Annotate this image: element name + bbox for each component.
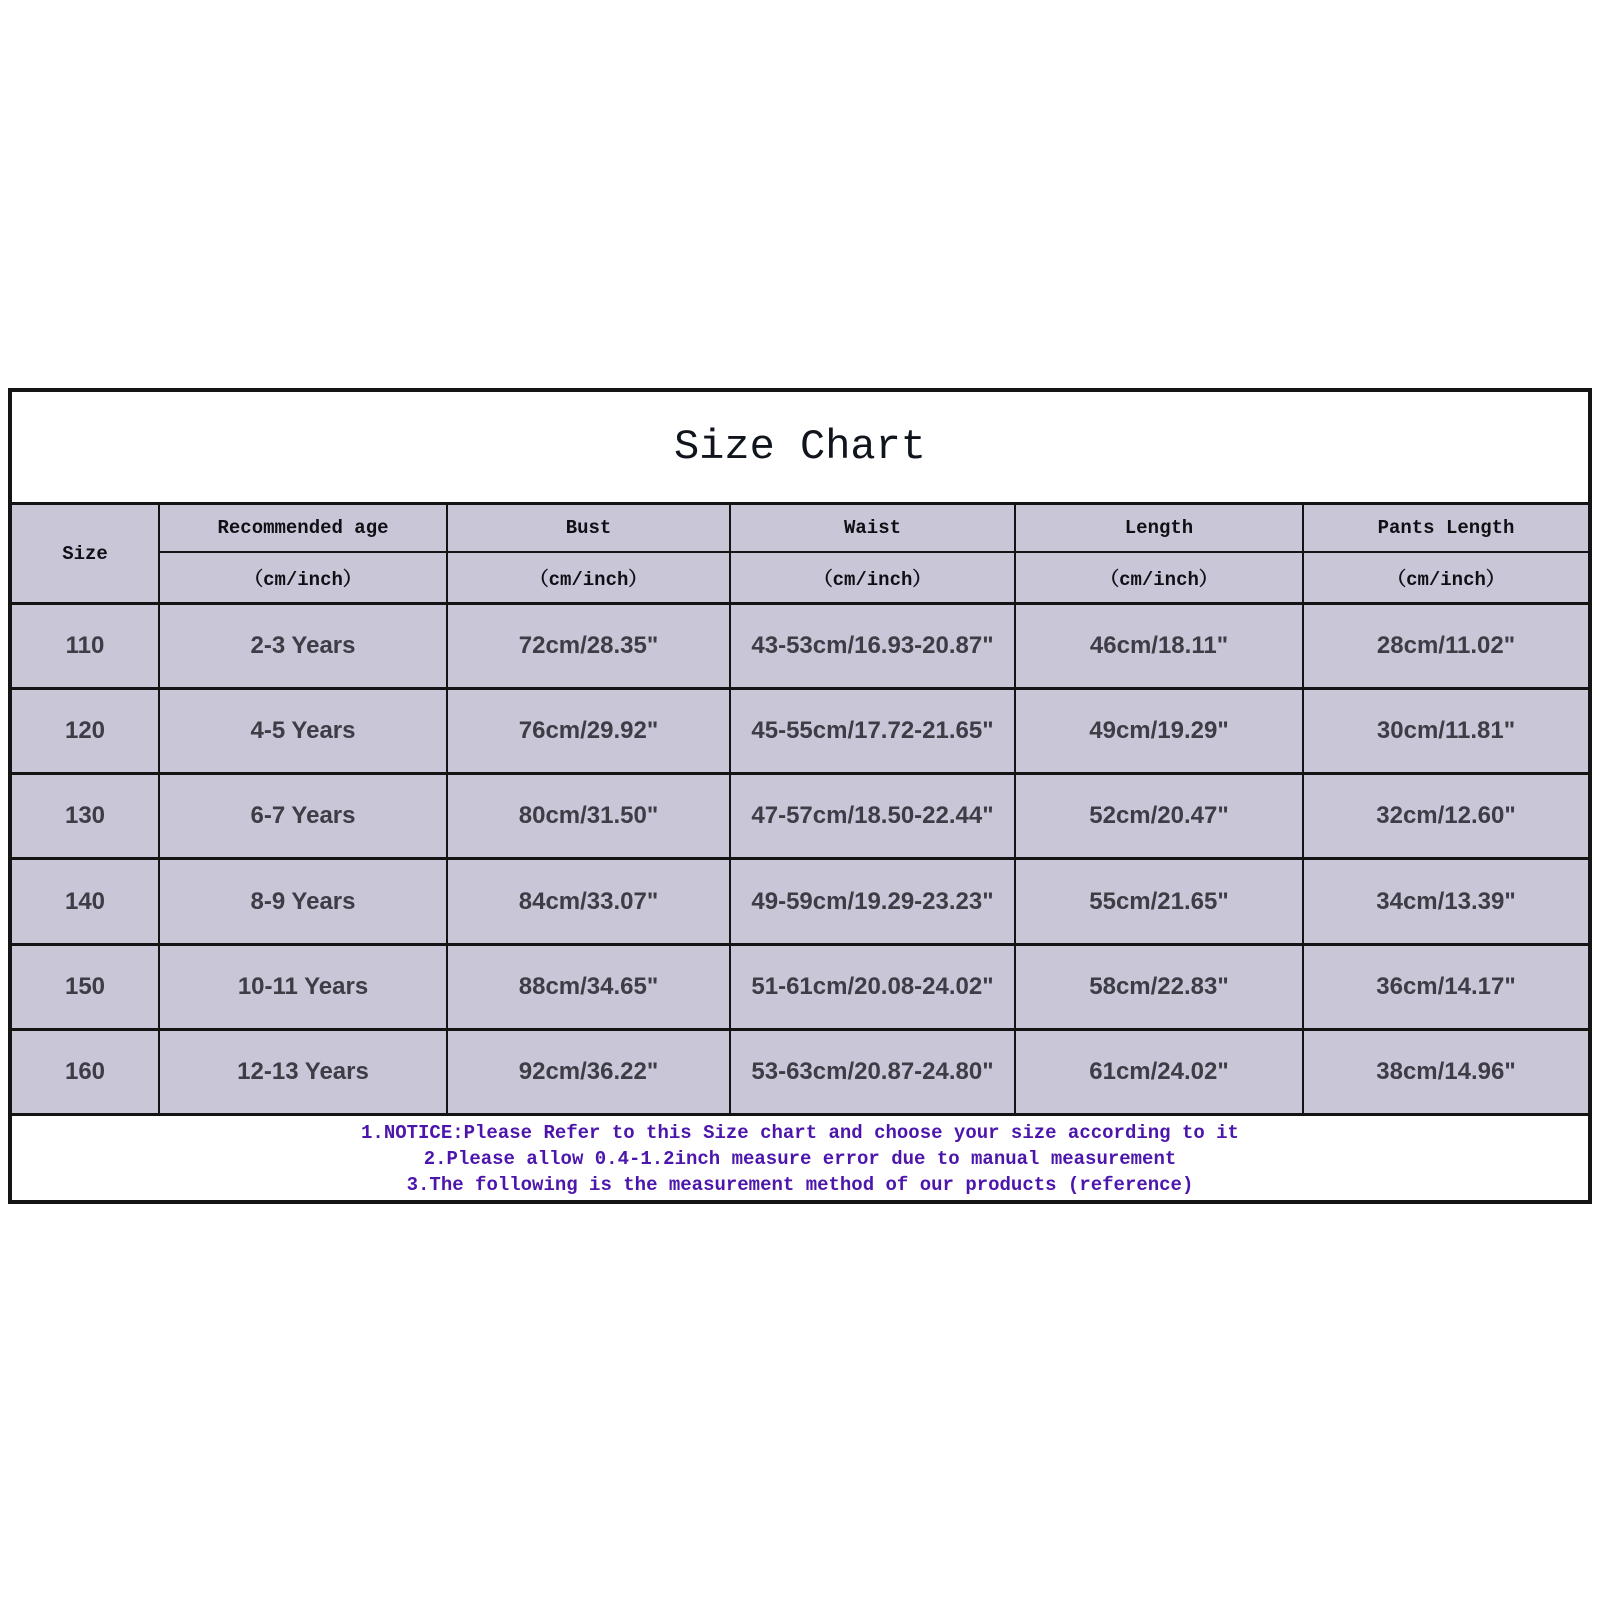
- table-cell: 6-7 Years: [160, 775, 448, 860]
- table-cell: 88cm/34.65": [448, 946, 731, 1031]
- table-cell: 30cm/11.81": [1304, 690, 1588, 775]
- table-cell: 76cm/29.92": [448, 690, 731, 775]
- notice-line-1: 1.NOTICE:Please Refer to this Size chart and choose your size according to it: [361, 1122, 1239, 1144]
- table-header: [12, 505, 1588, 605]
- table-cell: 49-59cm/19.29-23.23": [731, 860, 1016, 945]
- page-title: Size Chart: [673, 423, 927, 471]
- table-cell: 12-13 Years: [160, 1031, 448, 1116]
- table-cell: 110: [12, 605, 160, 690]
- table-cell: 10-11 Years: [160, 946, 448, 1031]
- header-cell-bust: Bust: [448, 505, 731, 553]
- table-cell: 8-9 Years: [160, 860, 448, 945]
- table-cell: 120: [12, 690, 160, 775]
- table-cell: 49cm/19.29": [1016, 690, 1304, 775]
- table-cell: 92cm/36.22": [448, 1031, 731, 1116]
- table-cell: 43-53cm/16.93-20.87": [731, 605, 1016, 690]
- notice-section: [12, 1116, 1588, 1200]
- table-cell: 80cm/31.50": [448, 775, 731, 860]
- table-cell: 2-3 Years: [160, 605, 448, 690]
- table-cell: 61cm/24.02": [1016, 1031, 1304, 1116]
- table-cell: 150: [12, 946, 160, 1031]
- unit-cell-waist: （cm/inch）: [731, 553, 1016, 602]
- header-cell-recommended-age: Recommended age: [160, 505, 448, 553]
- title-row: [12, 392, 1588, 505]
- table-cell: 52cm/20.47": [1016, 775, 1304, 860]
- table-cell: 72cm/28.35": [448, 605, 731, 690]
- header-cell-size: Size: [12, 505, 160, 602]
- table-cell: 160: [12, 1031, 160, 1116]
- size-chart-table: [8, 388, 1592, 1204]
- table-cell: 58cm/22.83": [1016, 946, 1304, 1031]
- unit-cell-bust: （cm/inch）: [448, 553, 731, 602]
- header-cell-length: Length: [1016, 505, 1304, 553]
- table-cell: 84cm/33.07": [448, 860, 731, 945]
- unit-cell-pants-length: （cm/inch）: [1304, 553, 1588, 602]
- table-cell: 36cm/14.17": [1304, 946, 1588, 1031]
- table-cell: 38cm/14.96": [1304, 1031, 1588, 1116]
- table-body: [12, 605, 1588, 1116]
- table-cell: 46cm/18.11": [1016, 605, 1304, 690]
- table-cell: 130: [12, 775, 160, 860]
- table-cell: 47-57cm/18.50-22.44": [731, 775, 1016, 860]
- table-cell: 53-63cm/20.87-24.80": [731, 1031, 1016, 1116]
- header-cell-waist: Waist: [731, 505, 1016, 553]
- header-cell-pants-length: Pants Length: [1304, 505, 1588, 553]
- table-cell: 45-55cm/17.72-21.65": [731, 690, 1016, 775]
- table-cell: 140: [12, 860, 160, 945]
- table-cell: 55cm/21.65": [1016, 860, 1304, 945]
- unit-cell-recommended-age: （cm/inch）: [160, 553, 448, 602]
- table-cell: 34cm/13.39": [1304, 860, 1588, 945]
- unit-cell-length: （cm/inch）: [1016, 553, 1304, 602]
- table-cell: 32cm/12.60": [1304, 775, 1588, 860]
- notice-line-3: 3.The following is the measurement method of our products (reference): [406, 1174, 1194, 1196]
- table-cell: 28cm/11.02": [1304, 605, 1588, 690]
- table-cell: 4-5 Years: [160, 690, 448, 775]
- table-cell: 51-61cm/20.08-24.02": [731, 946, 1016, 1031]
- notice-line-2: 2.Please allow 0.4-1.2inch measure error due to manual measurement: [423, 1148, 1177, 1170]
